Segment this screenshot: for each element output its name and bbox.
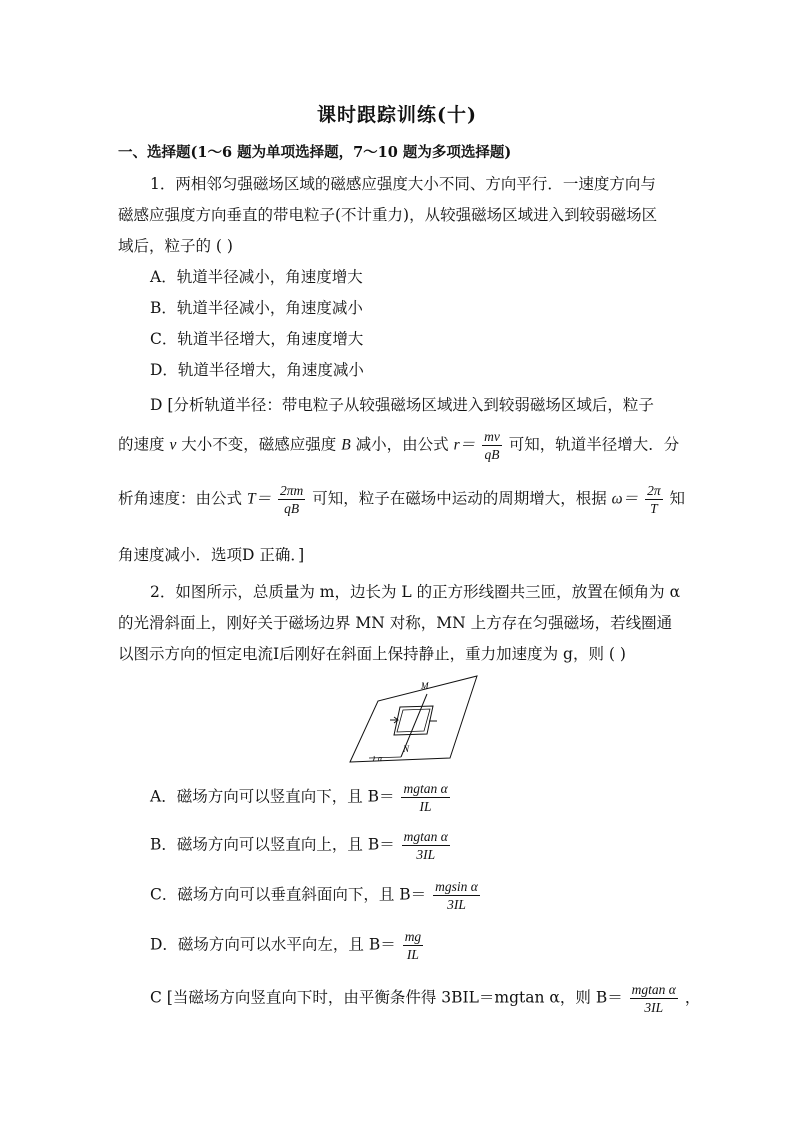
coil-inner — [397, 709, 430, 732]
text: 析角速度：由公式 — [118, 489, 243, 508]
fraction-denominator: qB — [484, 447, 500, 462]
fraction-numerator: mg — [404, 929, 422, 944]
q2-stem-line-3: 以图示方向的恒定电流I后刚好在斜面上保持静止，重力加速度为 g，则 ( ) — [118, 645, 626, 663]
fraction — [403, 928, 424, 963]
q1-answer-line-4: 角速度减小．选项D 正确．] — [118, 546, 305, 564]
text: 可知，轨道半径增大．分 — [508, 435, 680, 454]
fraction-numerator: mv — [484, 429, 500, 444]
text: 可知，粒子在磁场中运动的周期增大，根据 — [312, 489, 607, 508]
fraction-t — [278, 482, 305, 517]
angle-arc — [373, 756, 374, 761]
q2-option-b — [150, 828, 452, 863]
page-title: 课时跟踪训练(十) — [317, 104, 477, 126]
q1-stem-line-3: 域后，粒子的 ( ) — [118, 237, 233, 255]
q2-answer-line-1 — [150, 981, 700, 1016]
fraction-denominator: 3IL — [416, 847, 436, 862]
fraction-numerator: mgsin α — [435, 879, 478, 894]
q2-stem-line-1: 2．如图所示，总质量为 m，边长为 L 的正方形线圈共三匝，放置在倾角为 α — [150, 583, 681, 601]
label-m: M — [421, 681, 429, 691]
formula-t: T＝ — [246, 490, 272, 508]
formula-omega: ω＝ — [611, 490, 639, 508]
q1-option-d: D．轨道半径增大，角速度减小 — [150, 361, 364, 379]
incline-plane — [350, 676, 477, 762]
option-text: C．磁场方向可以垂直斜面向下，且 B＝ — [150, 885, 427, 904]
fraction-denominator: 3IL — [447, 897, 466, 912]
q2-option-d — [150, 928, 425, 963]
section-heading: 一、选择题(1～6 题为单项选择题，7～10 题为多项选择题) — [118, 144, 512, 161]
q1-option-b: B．轨道半径减小，角速度减小 — [150, 299, 363, 317]
fraction-numerator: mgtan α — [403, 829, 448, 844]
q1-answer-line-3 — [118, 482, 685, 517]
fraction — [401, 780, 449, 815]
arrow-line — [369, 757, 401, 758]
q1-answer-line-2 — [118, 428, 679, 463]
fraction-numerator: mgtan α — [403, 781, 448, 796]
fraction — [433, 878, 480, 913]
fraction-numerator: 2π — [647, 483, 661, 498]
formula-r: r＝ — [453, 436, 476, 454]
label-alpha: α — [378, 754, 383, 763]
q1-stem-line-2: 磁感应强度方向垂直的带电粒子(不计重力)，从较强磁场区域进入到较弱磁场区 — [118, 206, 658, 224]
var-v: v — [169, 436, 177, 454]
fraction-denominator: qB — [284, 501, 300, 516]
fraction-denominator: IL — [406, 947, 419, 962]
var-b: B — [341, 436, 351, 454]
q1-option-c: C．轨道半径增大，角速度增大 — [150, 330, 364, 348]
fraction-denominator: IL — [419, 799, 432, 814]
fraction-denominator: T — [650, 501, 658, 516]
q1-stem-line-1: 1．两相邻匀强磁场区域的磁感应强度大小不同、方向平行．一速度方向与 — [150, 175, 656, 193]
text: 的速度 — [118, 435, 165, 454]
answer-text: C [当磁场方向竖直向下时，由平衡条件得 3BIL＝mgtan α，则 B＝ — [150, 988, 623, 1007]
incline-coil-figure — [345, 672, 481, 768]
fraction-numerator: 2πm — [280, 483, 304, 498]
fraction — [630, 981, 678, 1016]
fraction — [402, 828, 450, 863]
label-n: N — [403, 744, 410, 754]
q2-option-a — [150, 780, 452, 815]
fraction-r — [482, 428, 502, 463]
fraction-numerator: mgtan α — [631, 982, 676, 997]
option-text: A．磁场方向可以竖直向下，且 B＝ — [150, 787, 395, 806]
text: 减小，由公式 — [355, 435, 449, 454]
q1-option-a: A．轨道半径减小，角速度增大 — [150, 268, 363, 286]
answer-tail: ， — [684, 988, 701, 1007]
q2-option-c — [150, 878, 482, 913]
fraction-omega — [645, 482, 663, 517]
text: 大小不变，磁感应强度 — [181, 435, 337, 454]
text: 知 — [669, 489, 686, 508]
fraction-denominator: 3IL — [644, 1000, 664, 1015]
q2-stem-line-2: 的光滑斜面上，刚好关于磁场边界 MN 对称，MN 上方存在匀强磁场，若线圈通 — [118, 614, 673, 632]
option-text: D．磁场方向可以水平向左，且 B＝ — [150, 935, 396, 954]
q1-answer-line-1: D [分析轨道半径：带电粒子从较强磁场区域进入到较弱磁场区域后，粒子 — [150, 396, 654, 414]
option-text: B．磁场方向可以竖直向上，且 B＝ — [150, 835, 395, 854]
